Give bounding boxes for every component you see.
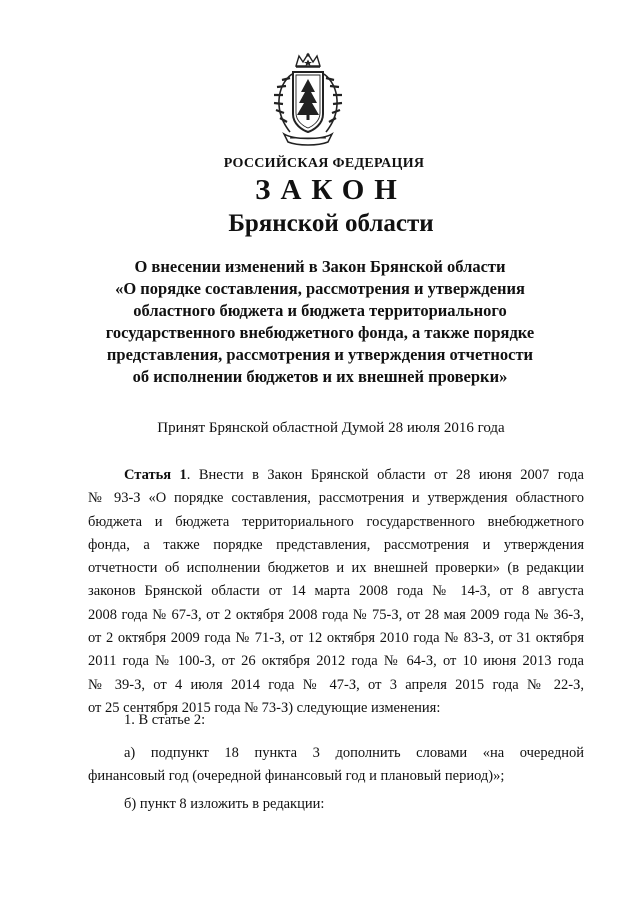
adoption-note: Принят Брянской областной Думой 28 июля 2016 года xyxy=(157,420,505,436)
coat-of-arms-emblem xyxy=(266,52,350,146)
paragraph-line xyxy=(88,464,584,487)
paragraph-line: а) подпункт 18 пункта 3 дополнить словами «на очередной xyxy=(124,745,584,761)
paragraph-line: № 39-З, от 4 июля 2014 года № 47-З, от 3 апреля 2015 года № 22-З, xyxy=(88,676,584,693)
title-line: «О порядке составления, рассмотрения и утверждения xyxy=(115,279,525,298)
paragraph-line: фонда, а также порядке представления, рассмотрения и утверждения xyxy=(88,536,584,553)
title-line: об исполнении бюджетов и их внешней проверки» xyxy=(132,367,508,386)
paragraph-line: отчетности об исполнении бюджетов и их внешней проверки» (в редакции xyxy=(88,560,584,577)
paragraph-line: 2011 года № 100-З, от 26 октября 2012 года № 64-З, от 10 июня 2013 года xyxy=(88,653,584,670)
article-label: Статья 1 xyxy=(124,467,187,483)
article-1-paragraph xyxy=(88,464,584,720)
region-heading: Брянской области xyxy=(228,210,434,237)
paragraph-line: бюджета и бюджета территориального государственного внебюджетного xyxy=(88,513,584,530)
item-b-paragraph: б) пункт 8 изложить в редакции: xyxy=(124,796,325,812)
title-line: государственного внебюджетного фонда, а также порядке xyxy=(105,323,535,342)
title-line: областного бюджета и бюджета территориального xyxy=(133,301,507,320)
article-first-line-text: . Внести в Закон Брянской области от 28 июня 2007 года xyxy=(186,467,584,483)
law-title xyxy=(90,256,550,388)
paragraph-line: от 2 октября 2009 года № 71-З, от 12 октября 2010 года № 83-З, от 31 октября xyxy=(88,630,584,647)
paragraph-line: № 93-З «О порядке составления, рассмотрения и утверждения областного xyxy=(88,490,584,507)
paragraph-line: финансовый год (очередной финансовый год и плановый период)»; xyxy=(88,768,505,785)
paragraph-line: 2008 года № 67-З, от 2 октября 2008 года № 75-З, от 28 мая 2009 года № 36-З, xyxy=(88,606,584,623)
paragraph-line: законов Брянской области от 14 марта 2008 года № 14-З, от 8 августа xyxy=(88,583,584,600)
title-line: О внесении изменений в Закон Брянской области xyxy=(134,257,506,276)
title-line: представления, рассмотрения и утверждения отчетности xyxy=(106,345,534,364)
paragraph-line: от 25 сентября 2015 года № 73-З) следующие изменения: xyxy=(88,699,441,716)
item-1-heading: 1. В статье 2: xyxy=(124,712,206,728)
country-heading: РОССИЙСКАЯ ФЕДЕРАЦИЯ xyxy=(223,156,425,171)
item-a-paragraph xyxy=(88,742,584,789)
law-heading: ЗАКОН xyxy=(255,174,407,206)
